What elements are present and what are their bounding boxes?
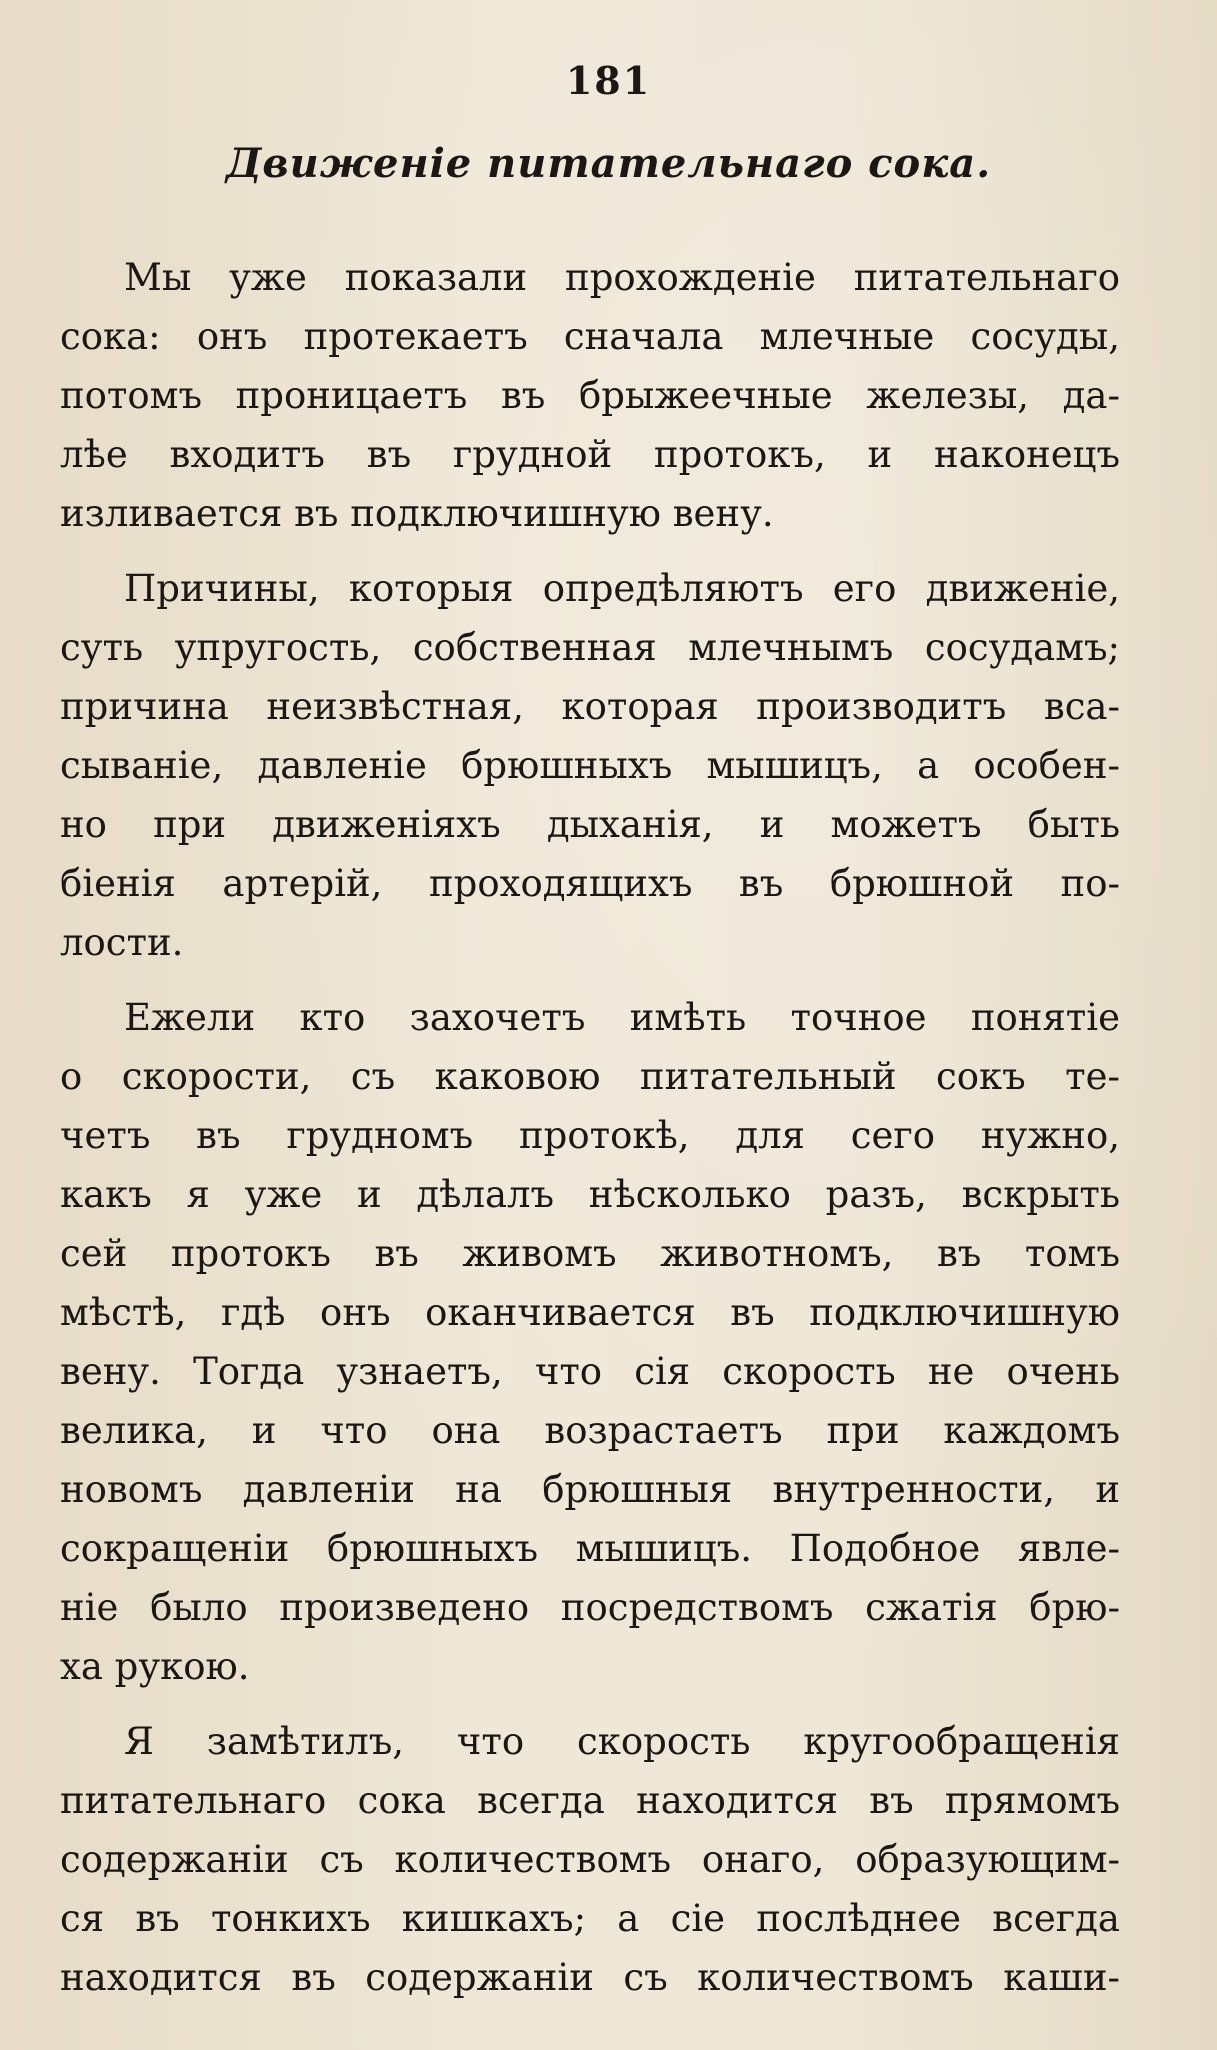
page-number: 181 bbox=[565, 58, 652, 103]
paragraph-3 bbox=[60, 988, 1120, 1696]
body-text bbox=[60, 248, 1120, 2023]
text-line: какъ я уже и дѣлалъ нѣсколько разъ, вскрыть bbox=[60, 1173, 1120, 1216]
text-line: суть упругость, собственная млечнымъ сосудамъ; bbox=[60, 626, 1120, 669]
section-heading: Движенiе питательнаго сока. bbox=[225, 140, 992, 187]
text-line: сей протокъ въ живомъ животномъ, въ томъ bbox=[60, 1232, 1120, 1275]
text-line: лѣе входитъ въ грудной протокъ, и наконецъ bbox=[60, 433, 1120, 476]
text-line: бiенiя артерiй, проходящихъ въ брюшной по- bbox=[60, 862, 1120, 905]
text-line: изливается въ подключишную вену. bbox=[60, 492, 774, 535]
text-line: сока: онъ протекаетъ сначала млечные сосуды, bbox=[60, 315, 1120, 358]
paragraph-4 bbox=[60, 1712, 1120, 2007]
text-line: потомъ проницаетъ въ брыжеечные железы, да- bbox=[60, 374, 1120, 417]
text-line: велика, и что она возрастаетъ при каждомъ bbox=[60, 1409, 1120, 1452]
paragraph-1 bbox=[60, 248, 1120, 543]
text-line: Ежели кто захочетъ имѣть точное понятiе bbox=[124, 996, 1120, 1039]
text-line: мѣстѣ, гдѣ онъ оканчивается въ подключишную bbox=[60, 1291, 1120, 1334]
text-line: питательнаго сока всегда находится въ прямомъ bbox=[60, 1779, 1120, 1822]
text-line: ха рукою. bbox=[60, 1645, 250, 1688]
paragraph-2 bbox=[60, 559, 1120, 972]
text-line: Мы уже показали прохожденiе питательнаго bbox=[124, 256, 1120, 299]
text-line: Я замѣтилъ, что скорость кругообращенiя bbox=[124, 1720, 1120, 1763]
text-line: вену. Тогда узнаетъ, что сiя скорость не очень bbox=[60, 1350, 1120, 1393]
text-line: сыванiе, давленiе брюшныхъ мышицъ, а особен- bbox=[60, 744, 1120, 787]
text-line: лости. bbox=[60, 921, 184, 964]
text-line: причина неизвѣстная, которая производитъ вса- bbox=[60, 685, 1120, 728]
text-line: о скорости, съ каковою питательный сокъ те- bbox=[60, 1055, 1120, 1098]
text-line: находится въ содержанiи съ количествомъ каши- bbox=[60, 1956, 1120, 1999]
text-line: нiе было произведено посредствомъ сжатiя брю- bbox=[60, 1586, 1120, 1629]
text-line: четъ въ грудномъ протокѣ, для сего нужно, bbox=[60, 1114, 1120, 1157]
text-line: ся въ тонкихъ кишкахъ; а сiе послѣднее всегда bbox=[60, 1897, 1120, 1940]
text-line: содержанiи съ количествомъ онаго, образующим- bbox=[60, 1838, 1120, 1881]
text-line: Причины, которыя опредѣляютъ его движенiе, bbox=[124, 567, 1120, 610]
text-line: сокращенiи брюшныхъ мышицъ. Подобное явле- bbox=[60, 1527, 1120, 1570]
text-line: но при движенiяхъ дыханiя, и можетъ быть bbox=[60, 803, 1120, 846]
text-line: новомъ давленiи на брюшныя внутренности, и bbox=[60, 1468, 1120, 1511]
